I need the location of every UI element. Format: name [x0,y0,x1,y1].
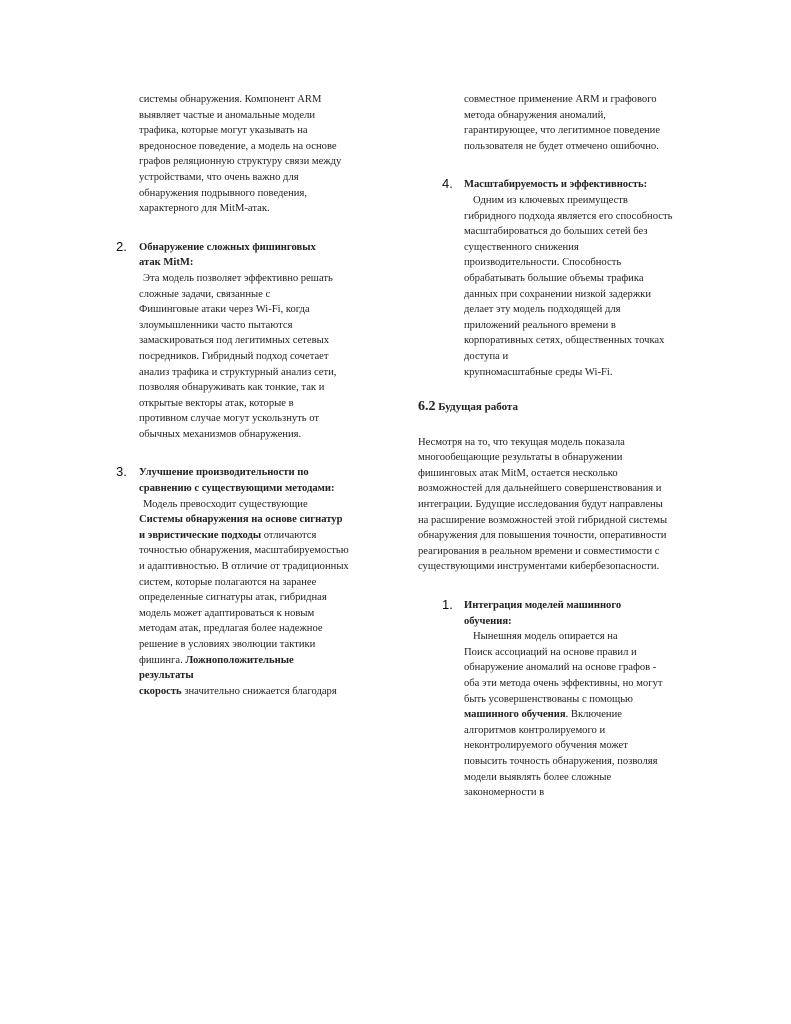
text-line: обнаружения для повышения точности, оперативности [418,530,667,542]
text-line: доступа и [464,350,509,362]
bold-phrase: и эвристические подходы [139,529,262,541]
item-number: 3. [116,464,127,480]
item-title [464,598,700,629]
text-line: замаскироваться под легитимных сетевых [139,335,330,347]
text-line: Фишинговые атаки через Wi-Fi, когда [139,304,310,316]
list-item-4 [418,177,700,380]
text-line: методам атак, предлагая более надежное [139,623,323,635]
text-line: метода обнаружения аномалий, [464,109,606,121]
text-line: пользователя не будет отмечено ошибочно. [464,140,659,152]
list-item-2 [116,240,378,443]
text-line: позволяя обнаруживать как тонкие, так и [139,382,325,394]
item-number: 2. [116,238,127,254]
text-line: оба эти метода очень эффективны, но могут [464,678,663,689]
text-line [139,684,378,700]
text-line: посредников. Гибридный подход сочетает [139,350,329,362]
title-line: Улучшение производительности по [139,467,309,479]
text-line: обрабатывать большие объемы трафика [464,272,644,284]
text-line: вредоносное поведение, а модель на основе [139,140,337,152]
text-line: результаты [139,670,194,682]
text-line: точностью обнаружения, масштабируемостью [139,545,349,557]
text-run: . Включение [565,709,622,721]
list-item-3 [116,465,378,699]
text-run: значительно снижается благодаря [181,685,337,697]
text-line: гарантирующее, что легитимное поведение [464,125,661,137]
intro-paragraph [418,92,700,154]
left-column [116,92,378,699]
text-line [464,707,700,723]
text-line: выявляет частые и аномальные модели [139,109,316,121]
item-title [139,240,378,271]
text-line: приложений реального времени в [464,319,616,331]
text-line: Модель превосходит существующие [143,498,308,510]
section-title: Будущая работа [435,401,518,414]
text-line: графов реляционную структуру связи между [139,156,342,168]
title-line: атак MitM: [139,257,194,269]
intro-paragraph [116,92,378,217]
text-line: алгоритмов контролируемого и [464,724,606,736]
text-line: на расширение возможностей этой гибридной системы [418,514,668,526]
section-paragraph [418,435,700,575]
text-line [139,528,378,544]
text-line: противном случае могут ускользнуть от [139,413,320,425]
text-line: быть усовершенствованы с помощью [464,693,633,705]
section-heading [418,399,700,416]
text-line: Эта модель позволяет эффективно решать [143,272,333,284]
text-line: трафика, которые могут указывать на [139,125,308,137]
text-line: модели выявлять более сложные [464,771,612,783]
text-line: системы обнаружения. Компонент ARM [139,94,322,105]
text-line: обычных механизмов обнаружения. [139,428,302,440]
title-line: обучения: [464,615,512,627]
text-line: делает эту модель подходящей для [464,304,621,316]
text-line [139,653,378,669]
item-body [139,271,378,443]
text-line: многообещающие результаты в обнаружении [418,452,623,464]
text-line: интеграции. Будущие исследования будут направлены [418,499,663,511]
text-line: фишинговых атак MitM, остается несколько [418,467,618,479]
text-line: производительности. Способность [464,257,622,269]
text-line: Нынешняя модель опирается на [473,631,618,643]
text-line: открытые векторы атак, которые в [139,397,294,409]
section-number: 6.2 [418,399,436,415]
item-body [139,497,378,700]
text-line: крупномасштабные среды Wi-Fi. [464,366,613,378]
text-line: сложные задачи, связанные с [139,288,271,300]
text-line: масштабироваться до больших сетей без [464,226,648,238]
text-line: Одним из ключевых преимуществ [473,194,628,206]
title-line: сравнению с существующими методами: [139,483,335,495]
text-line: гибридного подхода является его способность [464,210,673,222]
title-line: Обнаружение сложных фишинговых [139,241,316,253]
text-line: совместное применение ARM и графового [464,94,657,105]
text-line: устройствами, что очень важно для [139,171,299,183]
text-line: Поиск ассоциаций на основе правил и [464,646,637,658]
text-run: фишинга. [139,654,186,666]
text-run: отличаются [261,529,317,541]
text-line: существующими инструментами кибербезопасности. [418,561,660,573]
text-line: злоумышленники часто пытаются [139,319,293,331]
text-line: возможностей для дальнейшего совершенствования и [418,483,662,495]
text-line: систем, которые полагаются на заранее [139,576,317,588]
right-column [418,92,700,801]
text-line: анализ трафика и структурный анализ сети, [139,366,337,378]
text-line: Системы обнаружения на основе сигнатур [139,514,343,526]
bold-phrase: Ложноположительные [185,654,294,666]
item-title: Масштабируемость и эффективность: [464,179,648,191]
text-line: реагирования в реальном времени и совместимости с [418,545,660,557]
item-number: 1. [442,597,453,613]
text-line: данных при сохранении низкой задержки [464,288,651,300]
text-line: решение в условиях эволюции тактики [139,639,316,650]
text-line: повысить точность обнаружения, позволяя [464,755,658,767]
text-line: закономерности в [464,787,545,799]
item-number: 4. [442,176,453,192]
item-body [464,629,700,801]
text-line: Несмотря на то, что текущая модель показала [418,436,625,448]
item-body [464,193,700,380]
text-line: модель может адаптироваться к новым [139,607,315,619]
text-line: обнаружения подрывного поведения, [139,187,307,199]
future-work-item-1 [418,598,700,801]
text-line: неконтролируемого обучения может [464,740,628,752]
text-line: и адаптивностью. В отличие от традиционных [139,561,349,573]
bold-phrase: машинного обучения [464,709,566,721]
text-line: корпоративных сетях, общественных точках [464,335,665,347]
item-title [139,465,378,496]
text-line: характерного для MitM-атак. [139,203,270,215]
bold-phrase: скорость [139,685,182,697]
text-line: обнаружение аномалий на основе графов - [464,662,657,674]
text-line: определенные сигнатуры атак, гибридная [139,592,327,604]
text-line: существенного снижения [464,241,579,253]
title-line: Интеграция моделей машинного [464,600,622,612]
